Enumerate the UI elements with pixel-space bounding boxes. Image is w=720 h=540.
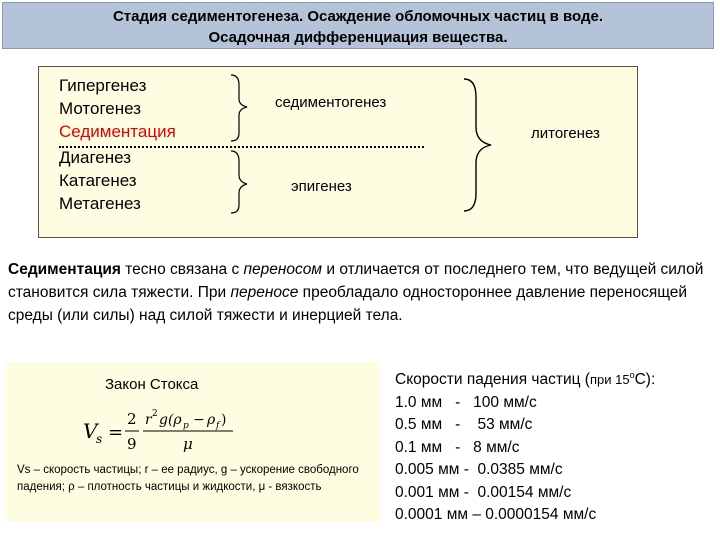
stokes-formula xyxy=(83,402,263,458)
stage-diagenesis: Диагенез xyxy=(59,148,132,167)
svg-text:9: 9 xyxy=(127,435,137,453)
stokes-note: Vs – скорость частицы; r – ее радиус, g – ускорение свободного падения; ρ – плотность частицы и жидкости, μ - вязкость xyxy=(17,464,359,493)
brace-sedimentogenesis xyxy=(231,75,247,141)
para-bold-term: Седиментация xyxy=(8,261,121,278)
label-epigenesis: эпигенез xyxy=(291,178,352,195)
svg-text:2: 2 xyxy=(152,409,158,419)
stage-catagenesis: Катагенез xyxy=(59,171,137,190)
svg-text:s: s xyxy=(96,432,103,446)
speed-row: 1.0 мм - 100 мм/с xyxy=(395,393,537,411)
speed-row: 0.1 мм - 8 мм/с xyxy=(395,438,520,456)
svg-text:f: f xyxy=(216,421,220,431)
para-text-2: и отличается от последнего тем, что ведущей силой становится сила тяжести. При xyxy=(8,261,704,301)
speed-row: 0.001 мм - 0.00154 мм/с xyxy=(395,483,572,501)
speeds-heading-sup: о xyxy=(629,370,635,380)
speeds-heading-small: при 15 xyxy=(589,372,630,388)
stage-metagenesis: Метагенез xyxy=(59,194,141,213)
stage-sedimentation: Седиментация xyxy=(59,122,176,141)
speed-row: 0.005 мм - 0.0385 мм/с xyxy=(395,461,563,479)
svg-text:μ: μ xyxy=(183,435,193,453)
speed-row: 0.5 мм - 53 мм/с xyxy=(395,416,533,434)
brace-epigenesis xyxy=(231,151,247,213)
svg-text:=: = xyxy=(108,422,124,443)
brace-lithogenesis xyxy=(464,79,491,211)
title-line-2: Осадочная дифференциация вещества. xyxy=(208,29,508,46)
svg-text:2: 2 xyxy=(127,410,137,428)
speed-row: 0.0001 мм – 0.0000154 мм/с xyxy=(395,506,597,524)
title-line-1: Стадия седиментогенеза. Осаждение обломочных частиц в воде. xyxy=(112,8,604,25)
label-lithogenesis: литогенез xyxy=(531,125,600,142)
sedimentation-paragraph xyxy=(8,258,708,327)
para-text-3: преобладало одностороннее давление переносящей среды (или силы) над силой тяжести и инерцией тела. xyxy=(8,284,688,324)
para-italic-1: переносом xyxy=(243,261,323,278)
braces xyxy=(39,67,637,237)
svg-text:g(ρ: g(ρ xyxy=(159,412,182,428)
svg-text:): ) xyxy=(221,412,227,428)
svg-text:V: V xyxy=(83,419,98,443)
stages-panel xyxy=(38,66,638,238)
svg-text:r: r xyxy=(145,412,152,428)
fall-speeds xyxy=(395,364,655,527)
stage-motogenesis: Мотогенез xyxy=(59,99,142,118)
label-sedimentogenesis: седиментогенез xyxy=(275,94,387,111)
speeds-heading-end: С): xyxy=(634,371,656,389)
slide-title xyxy=(2,2,714,49)
para-italic-2: переносе xyxy=(230,284,299,301)
speeds-heading-text: Скорости падения частиц ( xyxy=(395,371,590,389)
stage-hypergenesis: Гипергенез xyxy=(59,76,147,95)
speeds-heading xyxy=(395,364,655,392)
svg-text:ρ: ρ xyxy=(207,412,216,428)
svg-text:p: p xyxy=(183,421,189,431)
stokes-panel xyxy=(5,362,380,522)
stokes-title: Закон Стокса xyxy=(105,376,199,393)
svg-text:−: − xyxy=(193,412,205,428)
para-text-1: тесно связана с xyxy=(120,261,244,278)
